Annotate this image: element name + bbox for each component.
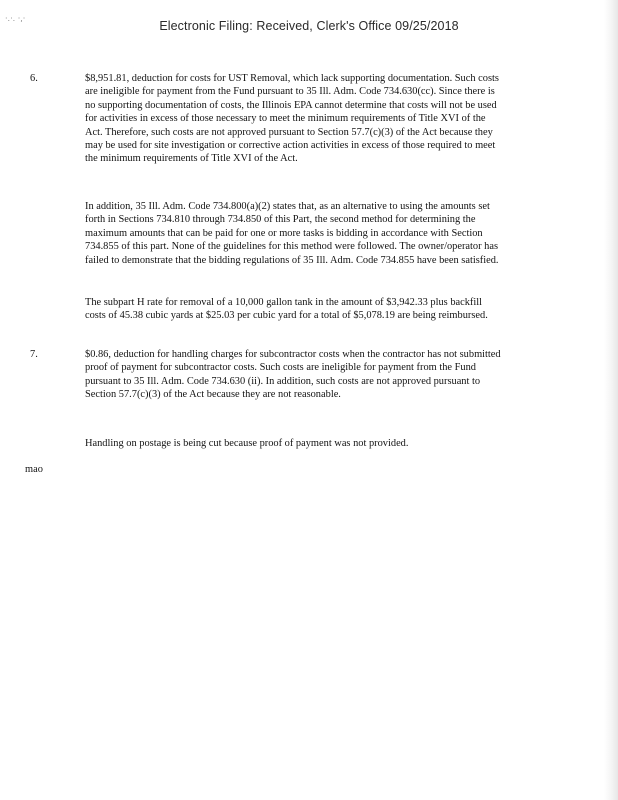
item-number-6: 6.: [30, 73, 38, 84]
item-7-paragraph-1: $0.86, deduction for handling charges for subcontractor costs when the contractor has not submitted proof of payment for subcontractor costs. Such costs are ineligible for payment from the Fund pursuant to 35 Ill. Adm. Code 734.630 (ii). In addition, such costs are not approved pursuant to Section 57.7(c)(3) of the Act because they are not reasonable.: [85, 349, 501, 401]
item-6-paragraph-3: The subpart H rate for removal of a 10,000 gallon tank in the amount of $3,942.33 plus backfill costs of 45.38 cubic yards at $25.03 per cubic yard for a total of $5,078.19 are being reimbursed.: [85, 297, 488, 322]
author-initials: mao: [25, 464, 43, 475]
item-7-paragraph-2: Handling on postage is being cut because proof of payment was not provided.: [85, 438, 409, 449]
item-6-paragraph-2: In addition, 35 Ill. Adm. Code 734.800(a)(2) states that, as an alternative to using the amounts set forth in Sections 734.810 through 734.850 of this Part, the second method for determining the maximum amounts that can be paid for one or more tasks is bidding in accordance with Section 734.855 of this part. None of the guidelines for this method were followed. The owner/operator has failed to demonstrate that the bidding regulations of 35 Ill. Adm. Code 734.855 have been satisfied.: [85, 201, 499, 266]
filing-stamp-header: Electronic Filing: Received, Clerk's Office 09/25/2018: [159, 19, 459, 33]
scan-edge-shadow: [604, 0, 618, 800]
item-number-7: 7.: [30, 349, 38, 360]
scan-artifact: ·.·. ·,·: [5, 14, 26, 23]
item-6-paragraph-1: $8,951.81, deduction for costs for UST Removal, which lack supporting documentation. Such costs are ineligible for payment from the Fund pursuant to 35 Ill. Adm. Code 734.630(cc). Since there is no supporting documentation of costs, the Illinois EPA cannot determine that costs will not be used for activities in excess of those necessary to meet the minimum requirements of Title XVI of the Act. Therefore, such costs are not approved pursuant to Section 57.7(c)(3) of the Act because they may be used for site investigation or corrective action activities in excess of those required to meet the minimum requirements of Title XVI of the Act.: [85, 73, 499, 165]
